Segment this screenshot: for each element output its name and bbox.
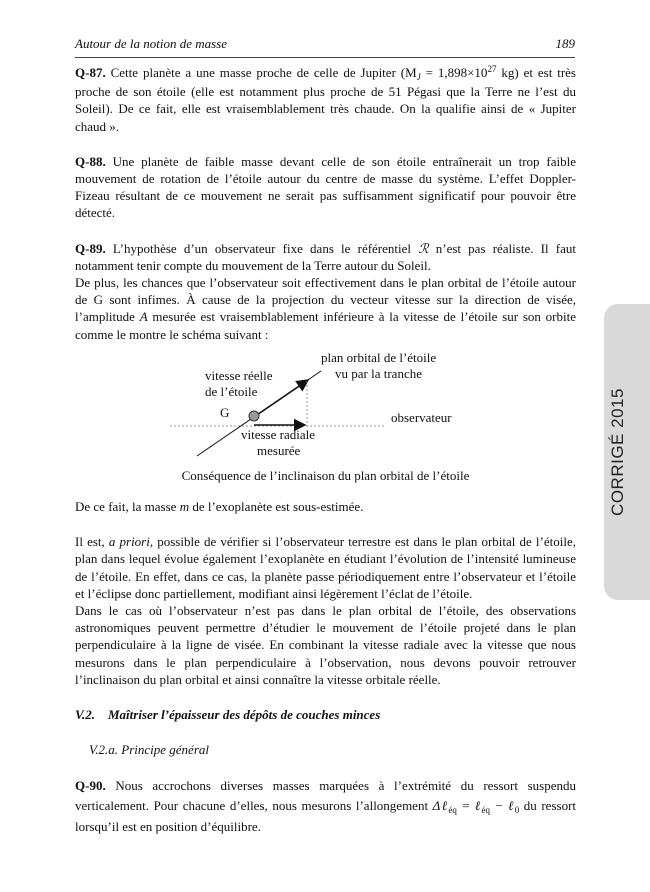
inclination-figure [75, 349, 576, 475]
q88-text: Une planète de faible masse devant celle de son étoile entraînerait un trop faible mouvement de rotation de l’étoile autour du centre de masse du système. L’effet Doppler-Fizeau résultant de ce mouvement ne serait pas suffisamment significatif pour pouvoir être détecté. [75, 153, 576, 221]
q89-paragraph-2 [75, 274, 576, 343]
q89-var-a: A [139, 309, 148, 325]
page-number: 189 [555, 36, 575, 51]
q89-para2-b: mesurée est vraisemblablement inférieure à la vitesse de l’étoile sur son orbite comme le montre le schéma suivant : [75, 309, 576, 342]
apriori-paragraph [75, 533, 576, 602]
q89-number: Q-89. [75, 240, 106, 256]
q88-number: Q-88. [75, 153, 106, 169]
label-speed-2: de l’étoile [205, 383, 258, 399]
q87-sub: J [416, 72, 421, 82]
running-title: Autour de la notion de masse [75, 36, 228, 51]
label-radial-1: vitesse radiale [241, 426, 315, 442]
subsection-title: V.2.a. Principe général [89, 742, 209, 758]
q90-text-a: Nous accrochons diverses masses marquées à l’extrémité du ressort suspendu verticalement. Pour chacune d’elles, nous mesurons l’allongement [75, 778, 576, 814]
q90-sub-0: 0 [514, 805, 520, 816]
after-fig-b: de l’exoplanète est sous-estimée. [189, 499, 364, 515]
q87-text-a: Cette planète a une masse proche de celle de Jupiter (M [105, 65, 417, 80]
page-body [75, 64, 576, 837]
header-rule [75, 57, 575, 58]
apriori-b: , possible de vérifier si l’observateur terrestre est dans le plan orbital de l’étoile, plan dans lequel évolue également l’exoplanète en étudiant l’évolution de l’intensité lumineuse de l’étoile. En effet, dans ce cas, la planète passe périodiquement entre l’observateur et l’étoile et l’éclipse donc partiellement, modifiant ainsi légèrement l’éclat de l’étoile. [75, 534, 576, 601]
q90-text-b: du ressort lorsqu’il est en position d’équilibre. [75, 798, 577, 835]
q88-paragraph [75, 153, 576, 222]
label-observer: observateur [391, 409, 452, 425]
apriori-italic: a priori [108, 534, 150, 550]
q90-equals: = ℓ [456, 798, 482, 814]
q87-sup: 27 [487, 64, 497, 74]
label-speed-1: vitesse réelle [205, 367, 273, 383]
after-fig-a: De ce fait, la masse [75, 499, 180, 515]
q90-paragraph [75, 776, 576, 837]
label-radial-2: mesurée [257, 442, 301, 458]
star-g-dot [249, 411, 259, 421]
figure-caption: Conséquence de l’inclinaison du plan orbital de l’étoile [181, 467, 470, 483]
q90-sub-eq2: éq [481, 805, 491, 816]
q89-paragraph [75, 240, 576, 274]
q90-minus: − ℓ [490, 798, 515, 814]
real-velocity-arrow [254, 380, 308, 417]
underestimate-paragraph [75, 498, 576, 515]
section-title: V.2. Maîtriser l’épaisseur des dépôts de couches minces [75, 707, 381, 723]
mass-var: m [179, 499, 190, 515]
q90-sub-eq1: éq [448, 805, 457, 816]
label-plane-2: vu par la tranche [335, 365, 422, 381]
label-plane-1: plan orbital de l’étoile [321, 349, 437, 365]
frame-symbol: ℛ [418, 240, 429, 256]
observer-paragraph: Dans le cas où l’observateur n’est pas dans le plan orbital de l’étoile, des observations astronomiques peuvent permettre d’étudier le mouvement de l’étoile projeté dans le plan perpendiculaire à la ligne de visée. En combinant la vitesse radiale avec la vitesse que nous mesurons dans le plan perpendiculaire à l’observation, nous devons pouvoir retrouver l’inclinaison du plan orbital et ainsi connaître la vitesse orbitale réelle. [75, 603, 576, 687]
q87-number: Q-87. [75, 65, 106, 80]
q89-para2-a: De plus, les chances que l’observateur soit effectivement dans le plan orbital de l’étoile autour de G sont infimes. À cause de la projection du vecteur vitesse sur la direction de visée, l’amplitude [75, 275, 576, 325]
q90-delta: Δℓ [432, 798, 449, 814]
page-header [75, 36, 575, 54]
label-g: G [220, 404, 230, 420]
q89-text-b: n’est pas réaliste. Il faut notamment tenir compte du mouvement de la Terre autour du Soleil. [75, 240, 576, 273]
q87-text-c: kg) et est très proche de son étoile (elle est notamment plus proche de 51 Pégasi que la Terre ne l’est du Soleil). De ce fait, elle est vraisemblablement très chaude. On la qualifie ainsi de « Jupiter chaud ». [75, 65, 576, 134]
side-tab-label: CORRIGÉ 2015 [608, 388, 627, 516]
figure-drawing [75, 349, 576, 475]
q87-text-b: = 1,898×10 [420, 65, 488, 80]
apriori-a: Il est, [75, 534, 109, 550]
q90-number: Q-90. [75, 778, 106, 794]
q87-paragraph [75, 64, 576, 135]
q89-text-a: L’hypothèse d’un observateur fixe dans le référentiel [105, 240, 419, 256]
